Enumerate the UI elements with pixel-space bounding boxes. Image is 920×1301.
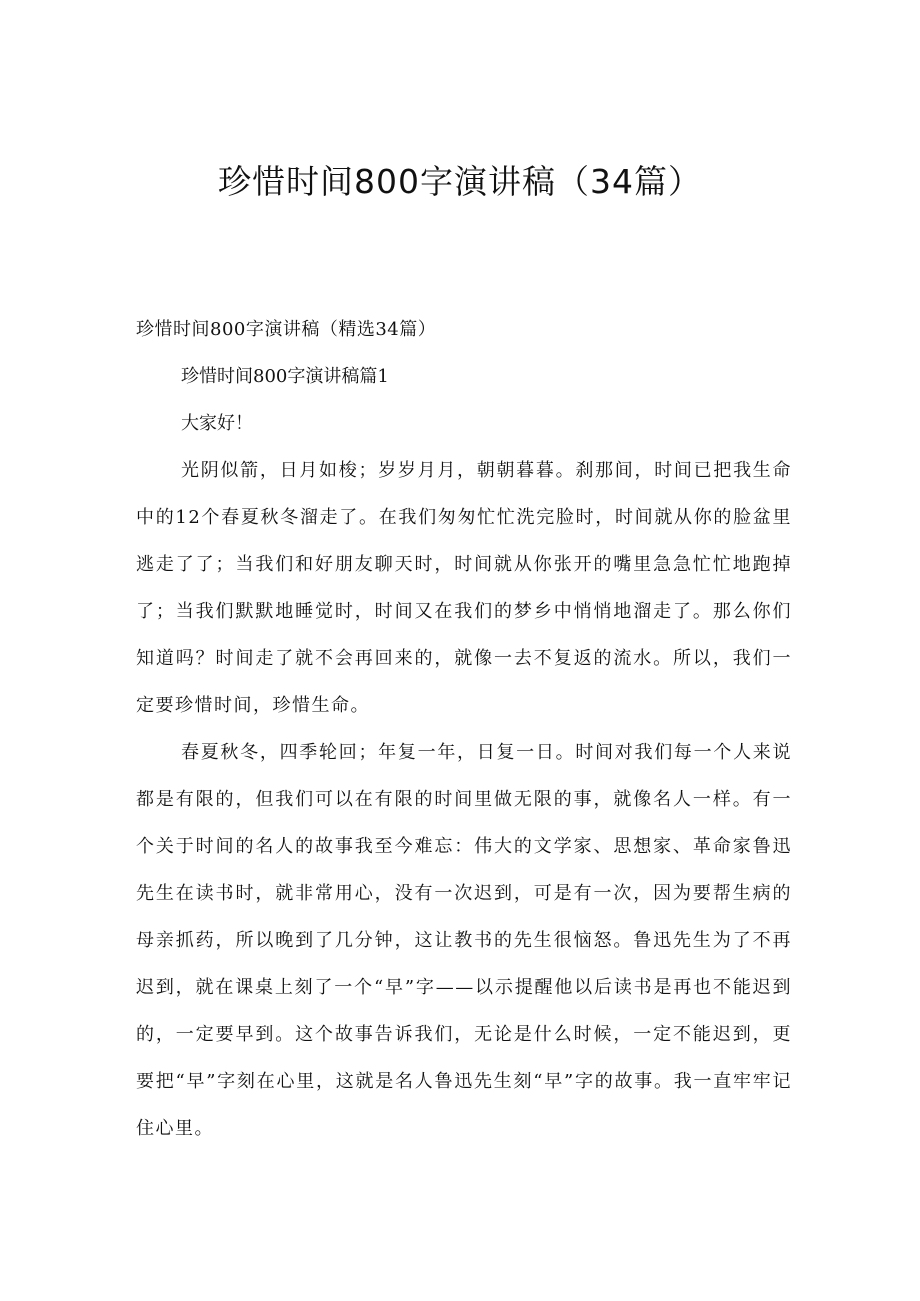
document-title: 珍惜时间800字演讲稿（34篇） [218,162,702,201]
document-subtitle: 珍惜时间800字演讲稿（精选34篇） [136,319,437,340]
greeting: 大家好！ [181,413,253,434]
section-heading: 珍惜时间800字演讲稿篇1 [181,366,389,387]
paragraph: 光阴似箭，日月如梭；岁岁月月，朝朝暮暮。刹那间，时间已把我生命中的12个春夏秋冬溜走了。在我们匆匆忙忙洗完脸时，时间就从你的脸盆里逃走了了；当我们和好朋友聊天时，时间就从你张开的嘴里急急忙忙地跑掉了；当我们默默地睡觉时，时间又在我们的梦乡中悄悄地溜走了。那么你们知道吗？时间走了就不会再回来的，就像一去不复返的流水。所以，我们一定要珍惜时间，珍惜生命。 [136,460,792,716]
paragraph: 春夏秋冬，四季轮回；年复一年，日复一日。时间对我们每一个人来说都是有限的，但我们可以在有限的时间里做无限的事，就像名人一样。有一个关于时间的名人的故事我至今难忘：伟大的文学家、思想家、革命家鲁迅先生在读书时，就非常用心，没有一次迟到，可是有一次，因为要帮生病的母亲抓药，所以晚到了几分钟，这让教书的先生很恼怒。鲁迅先生为了不再迟到，就在课桌上刻了一个“早”字——以示提醒他以后读书是再也不能迟到的，一定要早到。这个故事告诉我们，无论是什么时候，一定不能迟到，更要把“早”字刻在心里，这就是名人鲁迅先生刻“早”字的故事。我一直牢牢记住心里。 [136,742,792,1139]
document-body [136,306,792,1152]
